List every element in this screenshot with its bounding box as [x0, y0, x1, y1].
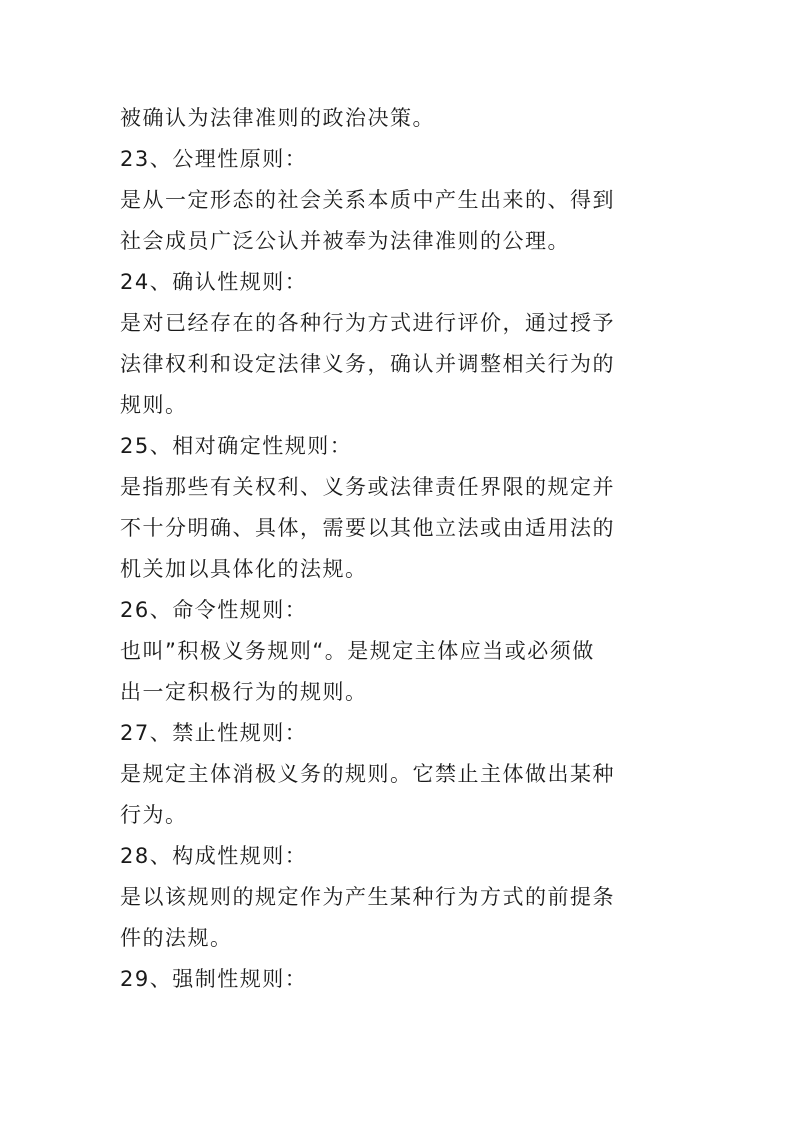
- paragraph-line: 是指那些有关权利、义务或法律责任界限的规定并: [120, 475, 615, 499]
- paragraph-line: 也叫”积极义务规则“。是规定主体应当或必须做: [120, 639, 595, 663]
- heading-28: 28、构成性规则：: [120, 844, 308, 868]
- paragraph-line: 不十分明确、具体，需要以其他立法或由适用法的: [120, 516, 615, 540]
- heading-29: 29、强制性规则：: [120, 967, 308, 991]
- paragraph-line: 行为。: [120, 803, 188, 827]
- paragraph-line: 是以该规则的规定作为产生某种行为方式的前提条: [120, 885, 615, 909]
- paragraph-line: 社会成员广泛公认并被奉为法律准则的公理。: [120, 229, 570, 253]
- heading-26: 26、命令性规则：: [120, 598, 308, 622]
- paragraph-line: 是从一定形态的社会关系本质中产生出来的、得到: [120, 188, 615, 212]
- heading-27: 27、禁止性规则：: [120, 721, 308, 745]
- heading-25: 25、相对确定性规则：: [120, 434, 353, 458]
- paragraph-line: 件的法规。: [120, 926, 233, 950]
- paragraph-line: 出一定积极行为的规则。: [120, 680, 368, 704]
- paragraph-line: 是对已经存在的各种行为方式进行评价，通过授予: [120, 311, 615, 335]
- paragraph-line: 机关加以具体化的法规。: [120, 557, 368, 581]
- heading-23: 23、公理性原则：: [120, 147, 308, 171]
- paragraph-line: 规则。: [120, 393, 188, 417]
- heading-24: 24、确认性规则：: [120, 270, 308, 294]
- paragraph-line: 法律权利和设定法律义务，确认并调整相关行为的: [120, 352, 615, 376]
- paragraph-line: 被确认为法律准则的政治决策。: [120, 106, 435, 130]
- paragraph-line: 是规定主体消极义务的规则。它禁止主体做出某种: [120, 762, 615, 786]
- document-body: [120, 98, 660, 1000]
